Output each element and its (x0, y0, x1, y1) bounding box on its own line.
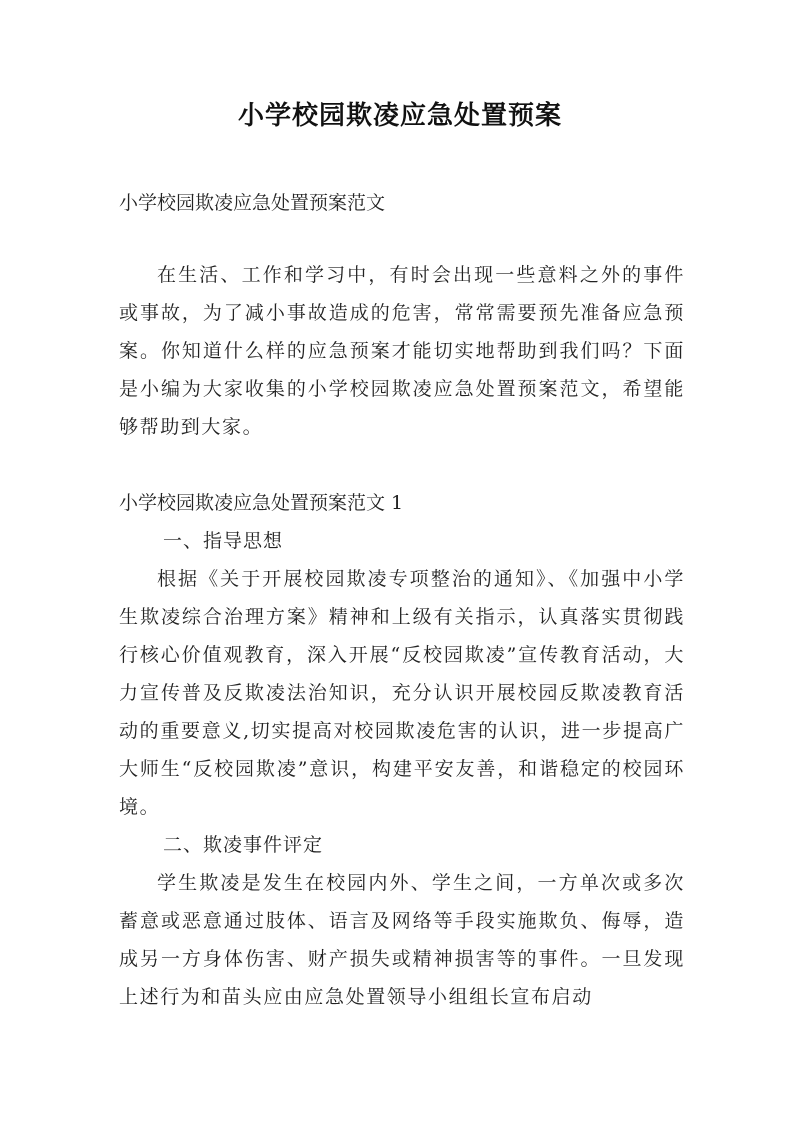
document-title: 小学校园欺凌应急处置预案 (237, 101, 562, 131)
heading-bullying-assessment: 二、欺凌事件评定 (163, 834, 324, 856)
document-body (119, 484, 685, 1016)
paragraph-bullying-assessment: 学生欺凌是发生在校园内外、学生之间，一方单次或多次蓄意或恶意通过肢体、语言及网络等手段实施欺负、侮辱，造成另一方身体伤害、财产损失或精神损害等的事件。一旦发现上述行为和苗头应由应急处置领导小组组长宣布启动 (119, 872, 685, 1008)
paragraph-guiding-ideology: 根据《关于开展校园欺凌专项整治的通知》、《加强中小学生欺凌综合治理方案》精神和上级有关指示，认真落实贯彻践行核心价值观教育，深入开展“反校园欺凌”宣传教育活动，大力宣传普及反欺凌法治知识，充分认识开展校园反欺凌教育活动的重要意义,切实提高对校园欺凌危害的认识，进一步提高广大师生“反校园欺凌”意识，构建平安友善，和谐稳定的校园环境。 (119, 568, 685, 818)
section-title: 小学校园欺凌应急处置预案范文 1 (119, 492, 404, 514)
intro-paragraph: 在生活、工作和学习中，有时会出现一些意料之外的事件或事故，为了减小事故造成的危害，常常需要预先准备应急预案。你知道什么样的应急预案才能切实地帮助到我们吗？下面是小编为大家收集的小学校园欺凌应急处置预案范文，希望能够帮助到大家。 (119, 264, 685, 438)
document-subtitle: 小学校园欺凌应急处置预案范文 (119, 192, 386, 214)
heading-guiding-ideology: 一、指导思想 (163, 530, 284, 552)
